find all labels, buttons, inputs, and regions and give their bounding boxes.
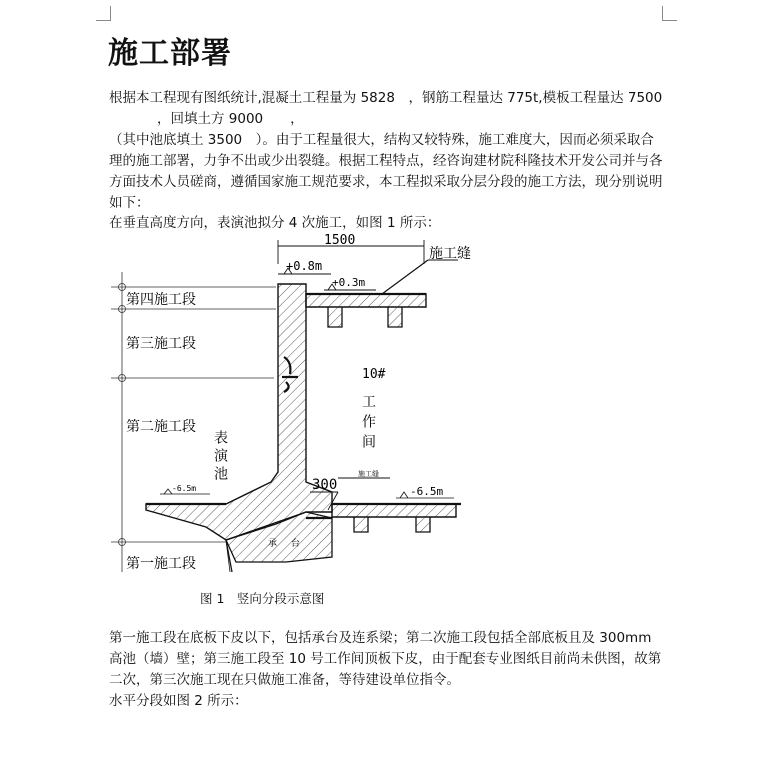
bottom-slab: [332, 504, 456, 517]
room-label: 工作间: [360, 394, 376, 454]
paragraph-line: ，回填土方 9000 ，: [157, 111, 304, 127]
paragraph-line: 根据本工程现有图纸统计,混凝土工程量为 5828 ，钢筋工程量达 775t,模板工程量达 7500: [109, 90, 663, 106]
vertical-section-figure: [106, 232, 471, 582]
page-corner-mark-left: [96, 6, 111, 21]
paragraph-horizontal: 水平分段如图 2 所示：: [109, 693, 248, 709]
elev-right: -6.5m: [410, 485, 444, 498]
paragraph-deployment: （其中池底填土 3500 ）。由于工程量很大，结构又较特殊，施工难度大，因而必须采取合理的施工部署，力争不出或少出裂缝。根据工程特点，经咨询建材院科隆技术开发公司并与各方面技术人员磋商，遵循国家施工规范要求，本工程拟采取分层分段的施工方法，现分别说明如下：: [109, 132, 663, 211]
room-number: 10#: [362, 367, 386, 382]
paragraph-quantities: [109, 88, 665, 130]
pool-wall-section: [146, 284, 332, 540]
elev-left: -6.5m: [172, 484, 197, 493]
pool-label: 表演池: [212, 430, 228, 484]
figure-caption: 图 1 竖向分段示意图: [200, 591, 325, 606]
paragraph-stages: 第一施工段在底板下皮以下，包括承台及连系梁；第二次施工段包括全部底板且及 300mm 高池（墙）壁；第三施工段至 10 号工作间顶板下皮，由于配套专业图纸目前尚未供图，故第二次，第三次施工现在只做施工准备，等待建设单位指令。: [109, 630, 662, 688]
label-joint-small: 施工缝: [358, 470, 379, 478]
stage-3-label: 第三施工段: [126, 336, 196, 352]
dim-1500: 1500: [324, 233, 356, 248]
stage-4-label: 第四施工段: [126, 292, 196, 308]
stage-1-label: 第一施工段: [126, 556, 196, 572]
label-construction-joint: 施工缝: [429, 246, 471, 262]
top-slab: [306, 294, 426, 307]
elev-top: +0.8m: [286, 259, 323, 273]
dim-300: 300: [312, 477, 338, 493]
stage-2-label: 第二施工段: [126, 419, 196, 435]
elev-slab: +0.3m: [332, 276, 366, 289]
pile-cap-label: 承台: [268, 539, 315, 549]
page-title: 施工部署: [108, 36, 232, 71]
paragraph-vertical: 在垂直高度方向，表演池拟分 4 次施工，如图 1 所示：: [109, 215, 441, 231]
page-corner-mark-right: [662, 6, 677, 21]
